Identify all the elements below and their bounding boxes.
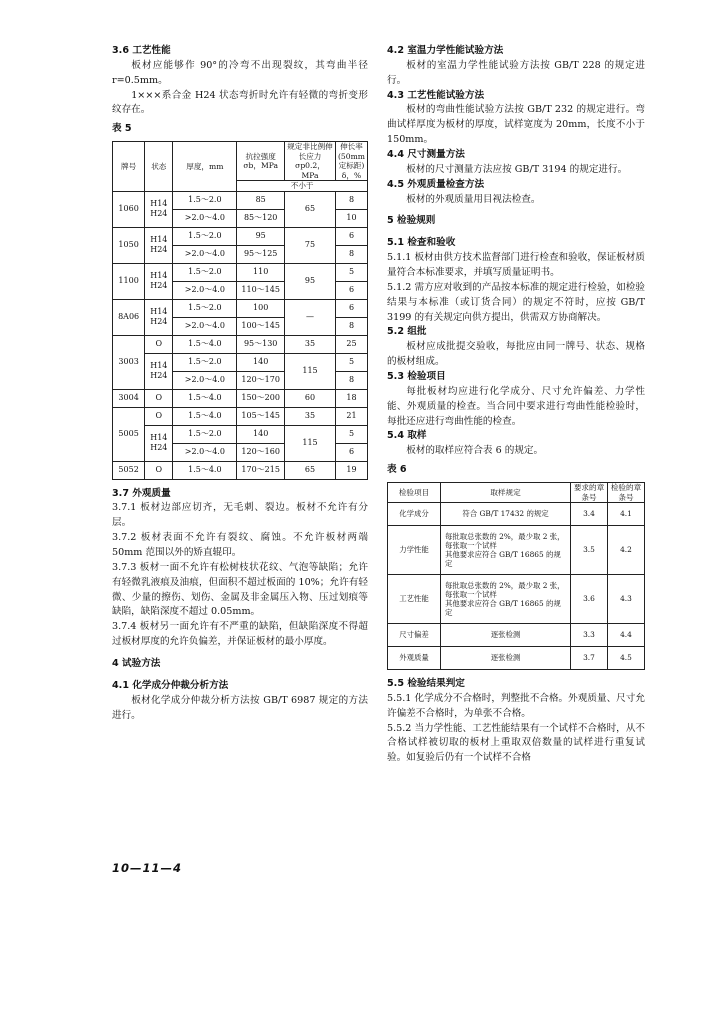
cell-method-clause: 4.3 — [608, 575, 645, 624]
cell-temper: H14 H24 — [145, 263, 173, 299]
section-4-title: 4 试验方法 — [112, 658, 161, 670]
table-row — [388, 624, 645, 647]
col-required-clause: 要求的章条号 — [571, 483, 608, 503]
cell-temper: H14 H24 — [145, 299, 173, 335]
cell-method-clause: 4.4 — [608, 624, 645, 647]
cell-method-clause: 4.1 — [608, 503, 645, 526]
section-3-7-4: 3.7.4 板材另一面允许有不严重的缺陷，但缺陷深度不得超过板材厚度的允许负偏差，并保证板材的最小厚度。 — [112, 621, 368, 648]
cell-elongation: 21 — [335, 407, 367, 425]
rule-line-2: 其他要求应符合 GB/T 16865 的规定 — [445, 599, 561, 618]
section-4-1-paragraph: 板材化学成分仲裁分析方法按 GB/T 6987 规定的方法进行。 — [112, 694, 368, 721]
cell-thickness: 1.5～4.0 — [173, 389, 237, 407]
section-5-5-2: 5.5.2 当力学性能、工艺性能结果有一个试样不合格时，从不合格试样被切取的板材上重取双倍数量的试样进行重复试验。如复验后仍有一个试样不合格 — [387, 722, 645, 764]
cell-grade: 1100 — [113, 263, 145, 299]
cell-item: 工艺性能 — [388, 575, 441, 624]
cell-yield: 65 — [285, 191, 336, 227]
cell-tensile: 110～145 — [237, 281, 285, 299]
cell-grade: 3003 — [113, 335, 145, 389]
cell-tensile: 85 — [237, 191, 285, 209]
cell-grade: 8A06 — [113, 299, 145, 335]
section-5-4-paragraph: 板材的取样应符合表 6 的规定。 — [406, 445, 544, 457]
cell-required-clause: 3.6 — [571, 575, 608, 624]
section-4-1-title: 4.1 化学成分仲裁分析方法 — [112, 679, 229, 691]
col-tensile: 抗拉强度 σb，MPa — [237, 142, 285, 181]
cell-elongation: 19 — [335, 461, 367, 479]
cell-tensile: 95～125 — [237, 245, 285, 263]
section-3-7-2: 3.7.2 板材表面不允许有裂纹、腐蚀。不允许板材两端 50mm 范围以外的矫直辊印。 — [112, 532, 368, 559]
cell-yield: 95 — [285, 263, 336, 299]
cell-rule: 符合 GB/T 17432 的规定 — [441, 503, 571, 526]
cell-grade: 5005 — [113, 407, 145, 461]
table-5 — [112, 141, 368, 479]
cell-rule — [441, 575, 571, 624]
cell-elongation: 5 — [335, 425, 367, 443]
section-5-3-paragraph: 每批板材均应进行化学成分、尺寸允许偏差、力学性能、外观质量的检查。当合同中要求进行弯曲性能检验时，每批还应进行弯曲性能的检查。 — [387, 385, 645, 427]
cell-thickness: >2.0～4.0 — [173, 245, 237, 263]
rule-line-1: 每批取总张数的 2%，最少取 2 张，每张取一个试样 — [445, 580, 565, 599]
cell-elongation: 18 — [335, 389, 367, 407]
cell-elongation: 6 — [335, 299, 367, 317]
section-3-7-title: 3.7 外观质量 — [112, 487, 171, 499]
cell-rule: 逐张检测 — [441, 647, 571, 670]
cell-thickness: 1.5～2.0 — [173, 299, 237, 317]
cell-yield: 115 — [285, 353, 336, 389]
cell-thickness: 1.5～4.0 — [173, 335, 237, 353]
section-4-3-paragraph: 板材的弯曲性能试验方法按 GB/T 232 的规定进行。弯曲试样厚度为板材的厚度，试样宽度为 20mm，长度不小于 150mm。 — [387, 104, 645, 146]
table-row — [388, 503, 645, 526]
col-thickness: 厚度，mm — [173, 142, 237, 191]
section-4-2-paragraph: 板材的室温力学性能试验方法按 GB/T 228 的规定进行。 — [387, 59, 645, 86]
table-6-caption: 表 6 — [387, 464, 407, 476]
cell-tensile: 170～215 — [237, 461, 285, 479]
cell-temper: H14 H24 — [145, 425, 173, 461]
section-4-5-paragraph: 板材的外观质量用目视法检查。 — [406, 193, 541, 205]
col-grade: 牌号 — [113, 142, 145, 191]
table-5-caption: 表 5 — [112, 123, 132, 135]
section-3-6-paragraph-2: 1×××系合金 H24 状态弯折时允许有轻微的弯折变形纹存在。 — [112, 89, 368, 116]
cell-thickness: 1.5～4.0 — [173, 461, 237, 479]
cell-tensile: 120～160 — [237, 443, 285, 461]
cell-thickness: >2.0～4.0 — [173, 209, 237, 227]
cell-item: 力学性能 — [388, 526, 441, 575]
table-row — [388, 526, 645, 575]
cell-elongation: 5 — [335, 353, 367, 371]
table-row — [113, 335, 368, 353]
section-4-4-paragraph: 板材的尺寸测量方法应按 GB/T 3194 的规定进行。 — [406, 163, 628, 175]
cell-grade: 3004 — [113, 389, 145, 407]
table-row — [113, 461, 368, 479]
cell-tensile: 140 — [237, 353, 285, 371]
cell-tensile: 105～145 — [237, 407, 285, 425]
cell-yield: 35 — [285, 335, 336, 353]
section-3-6-title: 3.6 工艺性能 — [112, 45, 171, 56]
cell-tensile: 85～120 — [237, 209, 285, 227]
cell-item: 化学成分 — [388, 503, 441, 526]
section-5-1-2: 5.1.2 需方应对收到的产品按本标准的规定进行检验，如检验结果与本标准（或订货合同）的规定不符时，应按 GB/T 3199 的有关规定向供方提出，供需双方协商解决。 — [387, 281, 645, 323]
cell-yield: 115 — [285, 425, 336, 461]
cell-elongation: 10 — [335, 209, 367, 227]
table-row — [113, 227, 368, 245]
cell-grade: 1060 — [113, 191, 145, 227]
cell-elongation: 25 — [335, 335, 367, 353]
cell-thickness: 1.5～2.0 — [173, 425, 237, 443]
col-temper: 状态 — [145, 142, 173, 191]
cell-thickness: >2.0～4.0 — [173, 317, 237, 335]
section-5-5-1: 5.5.1 化学成分不合格时，判整批不合格。外观质量、尺寸允许偏差不合格时，为单张不合格。 — [387, 692, 645, 719]
cell-required-clause: 3.7 — [571, 647, 608, 670]
cell-thickness: 1.5～2.0 — [173, 353, 237, 371]
cell-required-clause: 3.4 — [571, 503, 608, 526]
cell-rule — [441, 526, 571, 575]
section-5-1-1: 5.1.1 板材由供方技术监督部门进行检查和验收，保证板材质量符合本标准要求，并填写质量证明书。 — [387, 252, 645, 279]
cell-temper: O — [145, 335, 173, 353]
rule-line-1: 每批取总张数的 2%，最少取 2 张，每张取一个试样 — [445, 531, 565, 550]
section-4-2-title: 4.2 室温力学性能试验方法 — [387, 45, 504, 56]
table-row — [113, 407, 368, 425]
cell-tensile: 95～130 — [237, 335, 285, 353]
cell-elongation: 5 — [335, 263, 367, 281]
cell-yield: — — [285, 299, 336, 335]
col-rule: 取样规定 — [441, 483, 571, 503]
col-method-clause: 检验的章条号 — [608, 483, 645, 503]
cell-elongation: 8 — [335, 371, 367, 389]
cell-elongation: 6 — [335, 443, 367, 461]
table-row — [113, 353, 368, 371]
section-4-5-title: 4.5 外观质量检查方法 — [387, 178, 485, 190]
cell-thickness: >2.0～4.0 — [173, 443, 237, 461]
cell-temper: H14 H24 — [145, 191, 173, 227]
cell-required-clause: 3.3 — [571, 624, 608, 647]
cell-method-clause: 4.2 — [608, 526, 645, 575]
col-min-note: 不小于 — [237, 181, 368, 191]
cell-rule: 逐张检测 — [441, 624, 571, 647]
table-row — [388, 575, 645, 624]
cell-temper: O — [145, 389, 173, 407]
section-5-2-paragraph: 板材应成批提交验收，每批应由同一牌号、状态、规格的板材组成。 — [387, 341, 645, 368]
cell-thickness: 1.5～4.0 — [173, 407, 237, 425]
section-5-3-title: 5.3 检验项目 — [387, 371, 446, 383]
col-elongation: 伸长率 (50mm 定标距) δ，% — [335, 142, 367, 181]
section-4-3-title: 4.3 工艺性能试验方法 — [387, 89, 485, 101]
table-6-header-row — [388, 483, 645, 503]
cell-thickness: 1.5～2.0 — [173, 191, 237, 209]
cell-grade: 1050 — [113, 227, 145, 263]
cell-elongation: 6 — [335, 227, 367, 245]
rule-line-2: 其他要求应符合 GB/T 16865 的规定 — [445, 550, 561, 569]
cell-tensile: 110 — [237, 263, 285, 281]
cell-method-clause: 4.5 — [608, 647, 645, 670]
cell-thickness: 1.5～2.0 — [173, 263, 237, 281]
cell-yield: 60 — [285, 389, 336, 407]
table-row — [113, 299, 368, 317]
cell-yield: 75 — [285, 227, 336, 263]
table-row — [113, 191, 368, 209]
cell-grade: 5052 — [113, 461, 145, 479]
cell-temper: H14 H24 — [145, 353, 173, 389]
section-5-2-title: 5.2 组批 — [387, 326, 427, 338]
section-3-7-1: 3.7.1 板材边部应切齐，无毛刺、裂边。板材不允许有分层。 — [112, 502, 368, 529]
cell-tensile: 140 — [237, 425, 285, 443]
cell-tensile: 150～200 — [237, 389, 285, 407]
cell-elongation: 8 — [335, 317, 367, 335]
cell-elongation: 6 — [335, 281, 367, 299]
cell-tensile: 100 — [237, 299, 285, 317]
section-5-title: 5 检验规则 — [387, 215, 436, 227]
cell-temper: O — [145, 461, 173, 479]
table-6 — [387, 482, 645, 670]
cell-item: 外观质量 — [388, 647, 441, 670]
cell-elongation: 8 — [335, 245, 367, 263]
right-column — [387, 44, 645, 766]
cell-item: 尺寸偏差 — [388, 624, 441, 647]
cell-tensile: 100～145 — [237, 317, 285, 335]
cell-temper: H14 H24 — [145, 227, 173, 263]
page-number: 10—11—4 — [112, 861, 183, 875]
cell-elongation: 8 — [335, 191, 367, 209]
cell-thickness: 1.5～2.0 — [173, 227, 237, 245]
cell-tensile: 120～170 — [237, 371, 285, 389]
section-3-6-paragraph-1: 板材应能够作 90°的冷弯不出现裂纹，其弯曲半径 r=0.5mm。 — [112, 59, 368, 86]
section-5-4-title: 5.4 取样 — [387, 430, 427, 442]
section-4-4-title: 4.4 尺寸测量方法 — [387, 149, 465, 161]
cell-required-clause: 3.5 — [571, 526, 608, 575]
col-yield: 规定非比例伸长应力 σp0.2，MPa — [285, 142, 336, 181]
section-3-7-3: 3.7.3 板材一面不允许有松树枝状花纹、气泡等缺陷；允许有轻微乳液痕及油痕，但面积不超过板面的 10%；允许有轻微、少量的擦伤、划伤、金属及非金属压入物、压过划痕等缺陷，缺陷深度不超过 0.05mm。 — [112, 561, 368, 618]
cell-thickness: >2.0～4.0 — [173, 371, 237, 389]
cell-temper: O — [145, 407, 173, 425]
table-row — [388, 647, 645, 670]
table-5-header-row — [113, 142, 368, 181]
table-row — [113, 389, 368, 407]
table-row — [113, 425, 368, 443]
col-item: 检验项目 — [388, 483, 441, 503]
section-5-5-title: 5.5 检验结果判定 — [387, 678, 465, 690]
cell-yield: 35 — [285, 407, 336, 425]
section-5-1-title: 5.1 检查和验收 — [387, 237, 456, 249]
cell-thickness: >2.0～4.0 — [173, 281, 237, 299]
left-column — [112, 44, 368, 723]
cell-tensile: 95 — [237, 227, 285, 245]
cell-yield: 65 — [285, 461, 336, 479]
table-row — [113, 263, 368, 281]
